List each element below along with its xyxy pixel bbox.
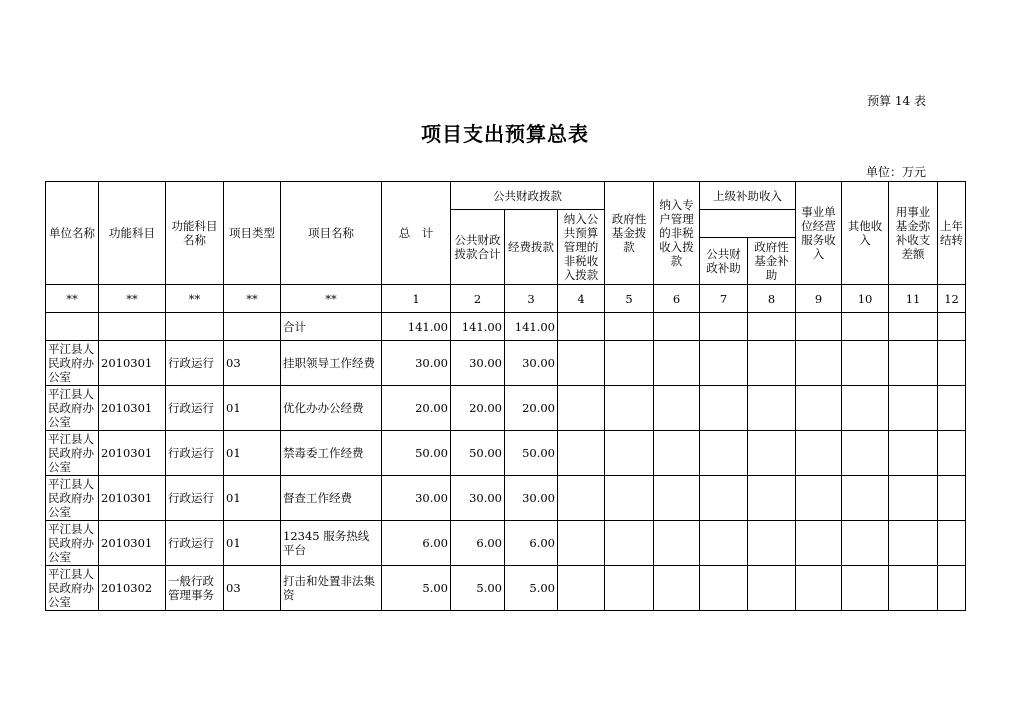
empty-cell — [605, 476, 654, 521]
func-name-cell: 行政运行 — [166, 431, 224, 476]
empty-cell — [938, 566, 966, 611]
empty-cell — [796, 476, 842, 521]
func-code-cell: 2010301 — [99, 521, 166, 566]
index-cell: ** — [224, 285, 281, 313]
fee-cell: 50.00 — [505, 431, 558, 476]
empty-cell — [796, 386, 842, 431]
empty-cell — [654, 313, 700, 341]
empty-cell — [224, 313, 281, 341]
proj-type-cell: 03 — [224, 341, 281, 386]
total-cell: 30.00 — [382, 341, 451, 386]
func-name-cell: 行政运行 — [166, 521, 224, 566]
func-code-cell: 2010302 — [99, 566, 166, 611]
empty-cell — [748, 341, 796, 386]
total-row — [46, 313, 966, 341]
total-label: 合计 — [281, 313, 382, 341]
index-row — [46, 285, 966, 313]
index-cell: 4 — [558, 285, 605, 313]
index-cell: 8 — [748, 285, 796, 313]
header-func-name: 功能科目名称 — [166, 182, 224, 285]
header-gov-fund: 政府性基金拨款 — [605, 182, 654, 285]
empty-cell — [166, 313, 224, 341]
table-row — [46, 431, 966, 476]
empty-cell — [748, 476, 796, 521]
index-cell: 6 — [654, 285, 700, 313]
index-cell: 3 — [505, 285, 558, 313]
empty-cell — [558, 476, 605, 521]
page-title: 项目支出预算总表 — [421, 122, 589, 146]
total-cell: 6.00 — [382, 521, 451, 566]
index-cell: ** — [166, 285, 224, 313]
empty-cell — [796, 566, 842, 611]
empty-cell — [654, 386, 700, 431]
header-proj-name: 项目名称 — [281, 182, 382, 285]
empty-cell — [938, 521, 966, 566]
index-cell: 1 — [382, 285, 451, 313]
index-cell: 5 — [605, 285, 654, 313]
proj-type-cell: 01 — [224, 476, 281, 521]
empty-cell — [605, 341, 654, 386]
empty-cell — [796, 313, 842, 341]
table-row — [46, 341, 966, 386]
empty-cell — [748, 313, 796, 341]
empty-cell — [605, 313, 654, 341]
empty-cell — [605, 521, 654, 566]
empty-cell — [938, 341, 966, 386]
fee-cell: 30.00 — [505, 476, 558, 521]
empty-cell — [938, 431, 966, 476]
header-public-fin: 公共财政拨款 — [451, 182, 605, 210]
header-sup-public: 公共财政补助 — [700, 238, 748, 285]
func-code-cell: 2010301 — [99, 431, 166, 476]
empty-cell — [748, 386, 796, 431]
empty-cell — [748, 431, 796, 476]
proj-name-cell: 禁毒委工作经费 — [281, 431, 382, 476]
empty-cell — [654, 476, 700, 521]
empty-cell — [938, 476, 966, 521]
header-func-code: 功能科目 — [99, 182, 166, 285]
empty-cell — [558, 566, 605, 611]
form-number: 预算 14 表 — [867, 94, 926, 108]
header-nontax-public: 纳入公共预算管理的非税收入拨款 — [558, 210, 605, 285]
empty-cell — [889, 313, 938, 341]
empty-cell — [558, 521, 605, 566]
empty-cell — [700, 386, 748, 431]
index-cell: ** — [46, 285, 99, 313]
total-cell: 5.00 — [382, 566, 451, 611]
func-name-cell: 一般行政管理事务 — [166, 566, 224, 611]
index-cell: 7 — [700, 285, 748, 313]
dept-cell: 平江县人民政府办公室 — [46, 386, 99, 431]
public-total-cell: 30.00 — [451, 341, 505, 386]
dept-cell: 平江县人民政府办公室 — [46, 566, 99, 611]
total-cell: 20.00 — [382, 386, 451, 431]
empty-cell — [938, 386, 966, 431]
total-fee-value: 141.00 — [505, 313, 558, 341]
empty-cell — [558, 431, 605, 476]
proj-type-cell: 01 — [224, 431, 281, 476]
empty-cell — [842, 313, 889, 341]
index-cell: 12 — [938, 285, 966, 313]
fee-cell: 30.00 — [505, 341, 558, 386]
total-cell: 30.00 — [382, 476, 451, 521]
index-cell: 9 — [796, 285, 842, 313]
dept-cell: 平江县人民政府办公室 — [46, 341, 99, 386]
public-total-cell: 6.00 — [451, 521, 505, 566]
empty-cell — [605, 431, 654, 476]
empty-cell — [46, 313, 99, 341]
empty-cell — [99, 313, 166, 341]
empty-cell — [842, 386, 889, 431]
empty-cell — [605, 386, 654, 431]
empty-cell — [558, 341, 605, 386]
header-fee-appr: 经费拨款 — [505, 210, 558, 285]
func-code-cell: 2010301 — [99, 476, 166, 521]
total-value: 141.00 — [382, 313, 451, 341]
empty-cell — [558, 386, 605, 431]
table-row — [46, 386, 966, 431]
table-row — [46, 521, 966, 566]
proj-name-cell: 12345 服务热线平台 — [281, 521, 382, 566]
empty-cell — [558, 313, 605, 341]
empty-cell — [654, 341, 700, 386]
empty-cell — [842, 521, 889, 566]
empty-cell — [842, 566, 889, 611]
func-code-cell: 2010301 — [99, 341, 166, 386]
index-cell: 2 — [451, 285, 505, 313]
empty-cell — [700, 313, 748, 341]
empty-cell — [748, 521, 796, 566]
public-total-cell: 50.00 — [451, 431, 505, 476]
header-sup-gov: 政府性基金补助 — [748, 238, 796, 285]
empty-cell — [605, 566, 654, 611]
empty-cell — [700, 476, 748, 521]
proj-type-cell: 01 — [224, 386, 281, 431]
header-business: 事业单位经营服务收入 — [796, 182, 842, 285]
header-public-fin-total: 公共财政拨款合计 — [451, 210, 505, 285]
empty-cell — [889, 386, 938, 431]
dept-cell: 平江县人民政府办公室 — [46, 476, 99, 521]
table-row — [46, 476, 966, 521]
empty-cell — [796, 341, 842, 386]
public-total-cell: 30.00 — [451, 476, 505, 521]
proj-type-cell: 03 — [224, 566, 281, 611]
proj-name-cell: 打击和处置非法集资 — [281, 566, 382, 611]
proj-name-cell: 督查工作经费 — [281, 476, 382, 521]
total-public-value: 141.00 — [451, 313, 505, 341]
empty-cell — [889, 431, 938, 476]
empty-cell — [700, 341, 748, 386]
empty-cell — [796, 521, 842, 566]
header-nontax-special: 纳入专户管理的非税收入拨款 — [654, 182, 700, 285]
header-proj-type: 项目类型 — [224, 182, 281, 285]
header-fund-cover: 用事业基金弥补收支差额 — [889, 182, 938, 285]
proj-name-cell: 优化办办公经费 — [281, 386, 382, 431]
empty-cell — [889, 341, 938, 386]
empty-cell — [889, 566, 938, 611]
proj-type-cell: 01 — [224, 521, 281, 566]
empty-cell — [938, 313, 966, 341]
fee-cell: 6.00 — [505, 521, 558, 566]
empty-cell — [700, 566, 748, 611]
empty-cell — [654, 431, 700, 476]
header-superior: 上级补助收入 — [700, 182, 796, 210]
empty-cell — [654, 566, 700, 611]
empty-cell — [842, 431, 889, 476]
dept-cell: 平江县人民政府办公室 — [46, 521, 99, 566]
header-dept: 单位名称 — [46, 182, 99, 285]
table-row — [46, 566, 966, 611]
header-other: 其他收入 — [842, 182, 889, 285]
empty-cell — [748, 566, 796, 611]
header-superior-spacer — [700, 210, 796, 238]
index-cell: ** — [281, 285, 382, 313]
total-cell: 50.00 — [382, 431, 451, 476]
header-total: 总 计 — [382, 182, 451, 285]
index-cell: 11 — [889, 285, 938, 313]
public-total-cell: 20.00 — [451, 386, 505, 431]
func-name-cell: 行政运行 — [166, 386, 224, 431]
empty-cell — [842, 341, 889, 386]
empty-cell — [796, 431, 842, 476]
index-cell: ** — [99, 285, 166, 313]
empty-cell — [700, 521, 748, 566]
dept-cell: 平江县人民政府办公室 — [46, 431, 99, 476]
fee-cell: 20.00 — [505, 386, 558, 431]
header-carryover: 上年结转 — [938, 182, 966, 285]
func-name-cell: 行政运行 — [166, 476, 224, 521]
proj-name-cell: 挂职领导工作经费 — [281, 341, 382, 386]
empty-cell — [700, 431, 748, 476]
empty-cell — [889, 521, 938, 566]
func-code-cell: 2010301 — [99, 386, 166, 431]
unit-label: 单位：万元 — [865, 165, 926, 179]
fee-cell: 5.00 — [505, 566, 558, 611]
index-cell: 10 — [842, 285, 889, 313]
empty-cell — [654, 521, 700, 566]
budget-table — [45, 181, 966, 611]
empty-cell — [889, 476, 938, 521]
empty-cell — [842, 476, 889, 521]
public-total-cell: 5.00 — [451, 566, 505, 611]
func-name-cell: 行政运行 — [166, 341, 224, 386]
